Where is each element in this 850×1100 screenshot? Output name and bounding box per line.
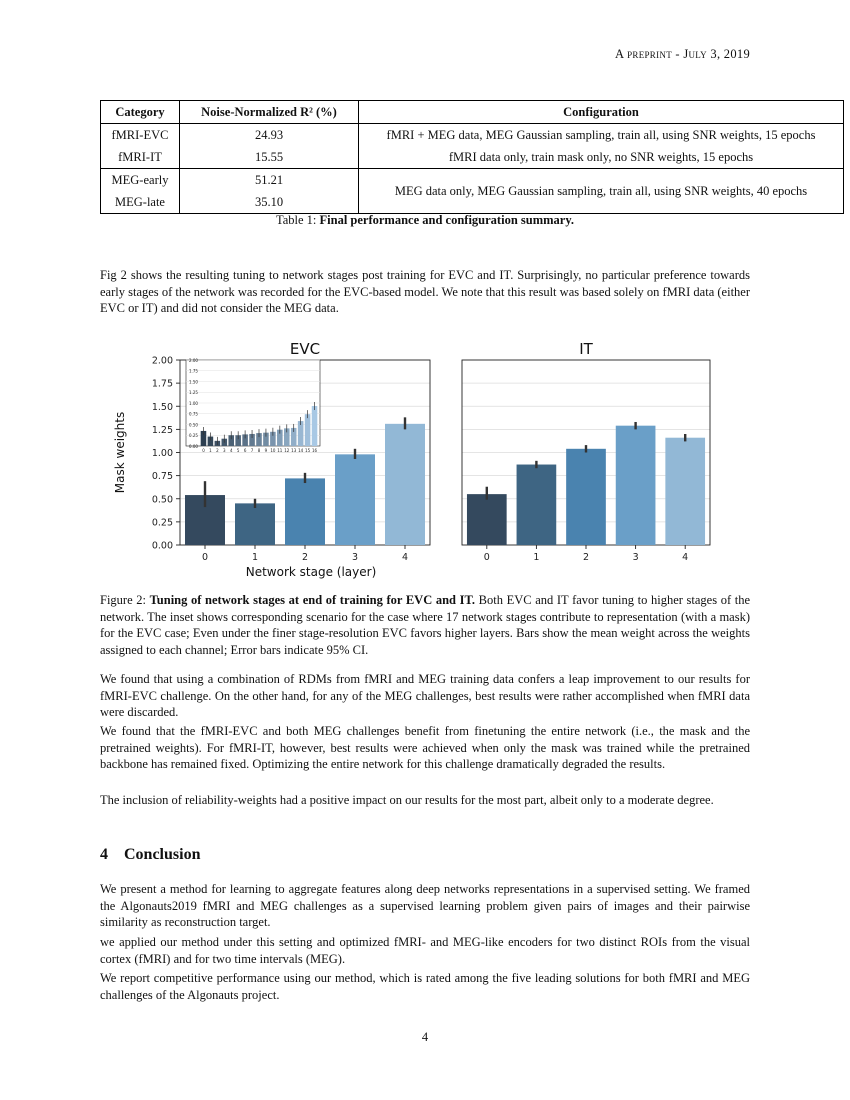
bar-stage-3	[616, 426, 656, 545]
inset-x-tick-label: 5	[236, 448, 240, 453]
figure-caption-title: Tuning of network stages at end of training for EVC and IT.	[149, 593, 476, 607]
results-table	[100, 100, 844, 214]
table-caption	[0, 213, 850, 228]
inset-x-tick-label: 15	[305, 448, 311, 453]
y-tick-label: 0.50	[151, 494, 173, 506]
table-caption-title: Final performance and configuration summary.	[319, 213, 575, 227]
table-cell-category: fMRI-IT	[118, 150, 162, 164]
table-header-score: Noise-Normalized R² (%)	[180, 101, 359, 124]
table-cell-category: MEG-late	[115, 195, 165, 209]
paragraph: Fig 2 shows the resulting tuning to network stages post training for EVC and IT. Surprisingly, no particular preference towards early stages of the network was recorded for the EVC-based model. We note that this result was based solely on fMRI data (either EVC or IT) and did not consider the MEG data.	[100, 268, 750, 315]
y-tick-label: 0.75	[151, 471, 173, 483]
table-cell-category: fMRI-EVC	[111, 128, 169, 142]
panel-title: EVC	[289, 340, 321, 358]
table-cell-score: 24.93	[180, 124, 359, 147]
paragraph: We found that using a combination of RDMs from fMRI and MEG training data confers a leap improvement to our results for fMRI-EVC challenge. On the other hand, for any of the MEG challenges, best results were rather accomplished when fMRI data were discarded.	[100, 672, 750, 719]
inset-x-tick-label: 0	[202, 448, 205, 453]
x-tick-label: 3	[351, 552, 359, 563]
inset-y-tick-label: 1.25	[189, 390, 198, 396]
inset-x-tick-label: 7	[250, 448, 254, 453]
bar-stage-1	[517, 465, 557, 545]
figure-caption	[100, 592, 750, 658]
inset-x-tick-label: 4	[229, 448, 233, 453]
bar-stage-2	[566, 449, 606, 545]
x-tick-label: 0	[483, 552, 490, 563]
table-cell-score: 35.10	[180, 191, 359, 214]
inset-x-tick-label: 2	[216, 448, 219, 453]
figure-caption-body: Both EVC and IT favor tuning to higher stages of the network. The inset shows corresponding scenario for the case where 17 network stages contribute to representation (with a mask) for the EVC case; Even under the finer stage-resolution EVC favors higher layers. Bars show the mean weight across the weights assigned to each channel; Error bars indicate 95% CI.	[100, 593, 751, 657]
paragraph: The inclusion of reliability-weights had a positive impact on our results for the most part, albeit only to a moderate degree.	[100, 793, 714, 807]
inset-x-tick-label: 11	[277, 448, 283, 453]
inset-x-tick-label: 13	[291, 448, 297, 453]
y-tick-label: 1.75	[151, 378, 173, 390]
inset-y-tick-label: 0.25	[189, 433, 198, 439]
table-header-category: Category	[115, 105, 165, 119]
x-tick-label: 3	[632, 552, 639, 563]
x-tick-label: 1	[251, 552, 259, 563]
y-tick-label: 0.00	[151, 540, 173, 552]
table-cell-category: MEG-early	[111, 173, 169, 187]
bar-stage-4	[385, 424, 425, 545]
evc-inset-panel	[186, 358, 320, 453]
x-tick-label: 1	[533, 552, 540, 563]
x-tick-label: 4	[682, 552, 689, 563]
table-row	[101, 146, 844, 169]
inset-y-tick-label: 2.00	[189, 357, 198, 363]
paragraph: we applied our method under this setting and optimized fMRI- and MEG-like encoders for two distinct ROIs from the visual cortex (fMRI) and for two time intervals (MEG).	[100, 935, 750, 966]
figure-caption-prefix: Figure 2:	[100, 593, 150, 607]
running-header: A preprint - July 3, 2019	[615, 47, 750, 61]
inset-x-tick-label: 12	[284, 448, 290, 453]
y-tick-label: 1.00	[151, 448, 173, 459]
section-number: 4	[100, 846, 108, 863]
bar-stage-2	[285, 478, 325, 545]
inset-bar-stage-15	[305, 414, 311, 446]
inset-x-tick-label: 6	[243, 448, 247, 453]
section-title: Conclusion	[124, 846, 201, 863]
inset-x-tick-label: 9	[264, 448, 268, 453]
inset-x-tick-label: 1	[209, 448, 212, 453]
y-tick-label: 0.25	[151, 517, 173, 529]
inset-x-tick-label: 14	[298, 448, 304, 453]
y-tick-label: 1.50	[151, 401, 173, 413]
x-tick-label: 0	[201, 552, 209, 563]
table-cell-config: MEG data only, MEG Gaussian sampling, train all, using SNR weights, 40 epochs	[359, 169, 844, 214]
table-row	[101, 124, 844, 147]
inset-bar-stage-16	[312, 406, 318, 446]
inset-y-tick-label: 0.50	[189, 422, 198, 428]
table-caption-prefix: Table 1:	[275, 213, 320, 227]
inset-y-tick-label: 1.50	[189, 379, 198, 385]
y-axis-label: Mask weights	[113, 411, 127, 494]
table-header-config: Configuration	[359, 101, 844, 124]
it-panel	[462, 340, 710, 563]
section-heading	[100, 846, 200, 864]
table-header-row	[101, 101, 844, 124]
panel-title: IT	[579, 340, 593, 358]
paragraph: We report competitive performance using our method, which is rated among the five leading solutions for both fMRI and MEG challenges of the Algonauts project.	[100, 971, 750, 1002]
inset-x-tick-label: 8	[257, 448, 261, 453]
bar-stage-3	[335, 454, 375, 545]
x-tick-label: 4	[401, 552, 409, 563]
inset-y-tick-label: 0.00	[189, 443, 198, 449]
paragraph: We present a method for learning to aggregate features along deep networks representations in a supervised setting. We framed the Algonauts2019 fMRI and MEG challenges as a supervised learning problem given pairs of images and their pairwise similarity as reconstruction target.	[100, 882, 750, 929]
inset-x-tick-label: 3	[223, 448, 226, 453]
x-axis-label: Network stage (layer)	[245, 565, 377, 579]
inset-x-tick-label: 10	[270, 448, 276, 453]
page-number: 4	[421, 1030, 429, 1044]
y-tick-label: 2.00	[151, 355, 173, 367]
x-tick-label: 2	[582, 552, 590, 563]
inset-x-tick-label: 16	[311, 448, 318, 453]
table-cell-score: 15.55	[180, 146, 359, 169]
y-tick-label: 1.25	[151, 424, 173, 436]
table-cell-config: fMRI data only, train mask only, no SNR weights, 15 epochs	[359, 146, 844, 169]
bar-stage-4	[665, 438, 705, 545]
table-row	[101, 169, 844, 192]
inset-y-tick-label: 1.00	[189, 400, 198, 406]
table-cell-score: 51.21	[180, 169, 359, 192]
table-cell-config: fMRI + MEG data, MEG Gaussian sampling, train all, using SNR weights, 15 epochs	[359, 124, 844, 147]
bar-stage-1	[235, 503, 275, 545]
paragraph: We found that the fMRI-EVC and both MEG challenges benefit from finetuning the entire network (i.e., the mask and the pretrained weights). For fMRI-IT, however, best results were achieved when only the mask was trained while the pretrained backbone has remained fixed. Optimizing the entire network for this challenge dramatically degraded the results.	[100, 724, 750, 771]
figure-2-chart	[100, 330, 750, 585]
x-tick-label: 2	[301, 552, 309, 563]
inset-y-tick-label: 1.75	[189, 368, 198, 374]
inset-y-tick-label: 0.75	[189, 411, 198, 417]
bar-stage-0	[467, 494, 507, 545]
